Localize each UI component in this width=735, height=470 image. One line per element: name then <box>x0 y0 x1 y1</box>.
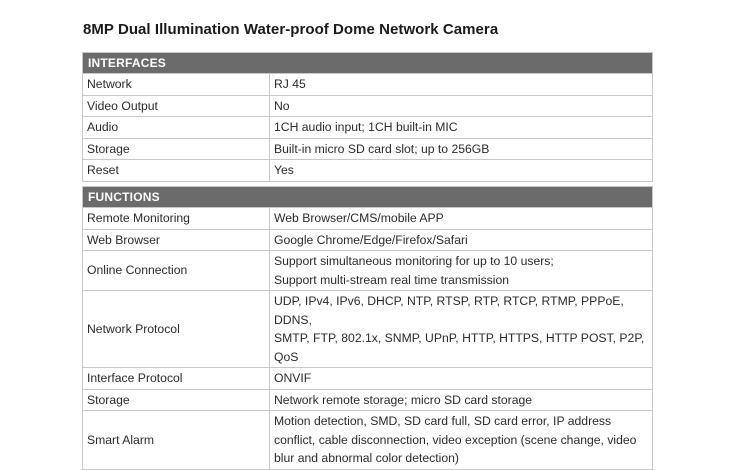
spec-label: Video Output <box>83 95 270 117</box>
functions-table <box>82 186 653 470</box>
functions-rows <box>83 208 653 470</box>
spec-value <box>270 368 653 390</box>
spec-value-line: Google Chrome/Edge/Firefox/Safari <box>274 232 468 247</box>
spec-value-line: Web Browser/CMS/mobile APP <box>274 211 444 225</box>
spec-value <box>270 138 653 160</box>
spec-value-line: Yes <box>274 163 294 177</box>
section-header-row <box>83 53 653 74</box>
spec-value-line: Built-in micro SD card slot; up to 256GB <box>274 141 490 156</box>
spec-value-line: 1CH audio input; 1CH built-in MIC <box>274 120 458 134</box>
spec-label: Online Connection <box>83 251 270 291</box>
spec-row <box>83 160 653 182</box>
spec-value <box>270 208 653 230</box>
spec-value <box>270 117 653 139</box>
spec-row <box>83 117 653 139</box>
spec-value <box>270 229 653 251</box>
spec-value-line: Support multi-stream real time transmission <box>274 272 510 287</box>
spec-value-line: UDP, IPv4, IPv6, DHCP, NTP, RTSP, RTP, RTCP, RTMP, PPPoE, DDNS, <box>274 294 624 327</box>
spec-value-line: blur and abnormal color detection) <box>274 451 459 465</box>
spec-label: Interface Protocol <box>83 368 270 390</box>
spec-value <box>270 95 653 117</box>
spec-row <box>83 251 653 291</box>
spec-value <box>270 411 653 470</box>
spec-label: Network <box>83 74 270 96</box>
spec-label: Reset <box>83 160 270 182</box>
spec-label: Storage <box>83 138 270 160</box>
spec-value-line: RJ 45 <box>274 77 306 91</box>
spec-row <box>83 95 653 117</box>
spec-row <box>83 208 653 230</box>
spec-value <box>270 251 653 291</box>
interfaces-table <box>82 52 653 182</box>
spec-value-line: ONVIF <box>274 371 312 385</box>
spec-value-line: Motion detection, SMD, SD card full, SD card error, IP address <box>274 414 612 428</box>
spec-row <box>83 411 653 470</box>
section-heading: INTERFACES <box>83 53 653 74</box>
spec-value <box>270 389 653 411</box>
spec-label: Audio <box>83 117 270 139</box>
spec-value <box>270 291 653 368</box>
section-header-row <box>83 187 653 208</box>
spec-row <box>83 229 653 251</box>
spec-label: Network Protocol <box>83 291 270 368</box>
spec-row <box>83 368 653 390</box>
spec-label: Remote Monitoring <box>83 208 270 230</box>
spec-label: Storage <box>83 389 270 411</box>
spec-row <box>83 74 653 96</box>
spec-value-line: conflict, cable disconnection, video exception (scene change, video <box>274 432 637 447</box>
spec-value-line: Support simultaneous monitoring for up to 10 users; <box>274 254 554 268</box>
spec-value-line: No <box>274 98 290 113</box>
spec-value-line: Network remote storage; micro SD card storage <box>274 392 533 407</box>
spec-label: Smart Alarm <box>83 411 270 470</box>
interfaces-rows <box>83 74 653 182</box>
spec-value <box>270 160 653 182</box>
page-title: 8MP Dual Illumination Water-proof Dome Network Camera <box>83 21 499 38</box>
section-heading: FUNCTIONS <box>83 187 653 208</box>
spec-label: Web Browser <box>83 229 270 251</box>
spec-row <box>83 389 653 411</box>
spec-row <box>83 291 653 368</box>
spec-value <box>270 74 653 96</box>
spec-row <box>83 138 653 160</box>
spec-value-line: SMTP, FTP, 802.1x, SNMP, UPnP, HTTP, HTTPS, HTTP POST, P2P, <box>274 331 645 345</box>
spec-value-line: QoS <box>274 349 299 364</box>
